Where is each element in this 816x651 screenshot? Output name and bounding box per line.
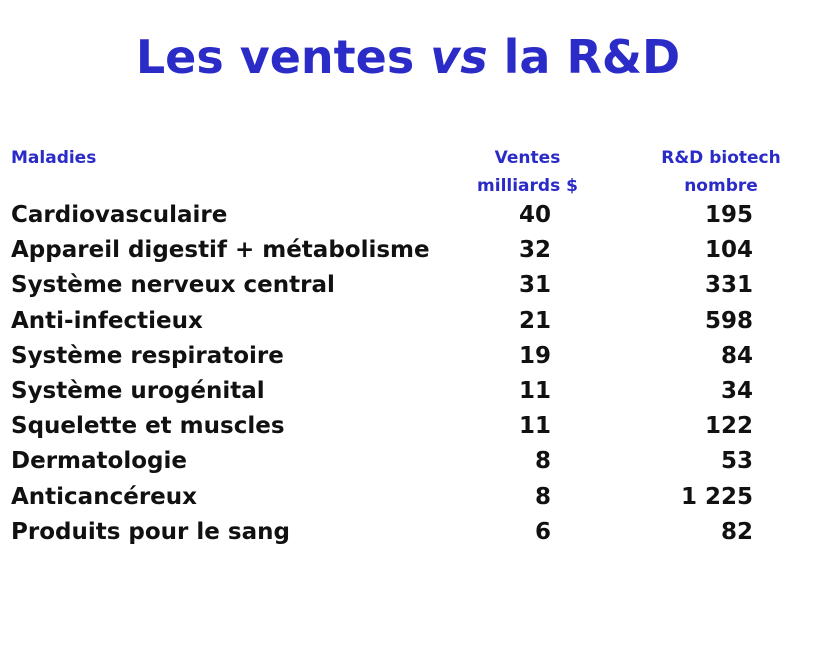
title-italic: vs (430, 30, 488, 84)
table-row (0, 519, 816, 554)
row-rd-value: 331 (704, 272, 753, 299)
column-header-rd-line1: R&D biotech (661, 148, 781, 168)
column-header-rd-line2: nombre (684, 176, 758, 196)
row-rd-value: 82 (720, 518, 753, 545)
row-rd-value: 122 (704, 413, 753, 440)
row-sales-value: 8 (534, 448, 551, 475)
row-sales-value: 21 (518, 307, 551, 334)
row-rd-value: 598 (704, 307, 753, 334)
title-after: la R&D (487, 30, 681, 84)
row-sales-value: 8 (534, 483, 551, 510)
table-row (0, 484, 816, 519)
row-sales-value: 31 (518, 272, 551, 299)
row-disease: Cardiovasculaire (11, 202, 228, 228)
row-rd-value: 104 (704, 237, 753, 264)
row-disease: Système respiratoire (11, 342, 284, 369)
row-sales-value: 11 (518, 413, 551, 440)
table-row (0, 308, 816, 343)
title-before: Les ventes (135, 30, 431, 84)
table-row (0, 202, 816, 237)
row-rd-value: 1 225 (680, 483, 753, 510)
table-row (0, 378, 816, 413)
row-rd-value: 34 (720, 378, 753, 404)
table-row (0, 413, 816, 448)
row-disease: Produits pour le sang (11, 518, 290, 545)
row-sales-value: 32 (518, 237, 551, 264)
column-header-disease (11, 144, 96, 172)
column-header-sales (440, 144, 615, 200)
row-rd-value: 53 (720, 448, 753, 475)
table-row (0, 448, 816, 483)
row-rd-value: 195 (704, 202, 753, 228)
row-sales-value: 11 (518, 378, 551, 404)
row-disease: Appareil digestif + métabolisme (11, 237, 430, 264)
row-sales-value: 19 (518, 342, 551, 369)
row-disease: Anticancéreux (11, 483, 197, 510)
row-disease: Dermatologie (11, 448, 187, 475)
column-header-rd (636, 144, 806, 200)
column-header-sales-line1: Ventes (494, 148, 561, 168)
row-disease: Squelette et muscles (11, 413, 285, 440)
row-disease: Système nerveux central (11, 272, 335, 299)
row-sales-value: 6 (534, 518, 551, 545)
column-header-sales-line2: milliards $ (477, 176, 578, 196)
table-row (0, 343, 816, 378)
table-row (0, 272, 816, 307)
row-rd-value: 84 (720, 342, 753, 369)
row-sales-value: 40 (518, 202, 551, 228)
row-disease: Anti-infectieux (11, 307, 203, 334)
page-title (0, 30, 816, 84)
row-disease: Système urogénital (11, 378, 265, 404)
column-header-disease-label: Maladies (11, 148, 97, 168)
table-row (0, 237, 816, 272)
